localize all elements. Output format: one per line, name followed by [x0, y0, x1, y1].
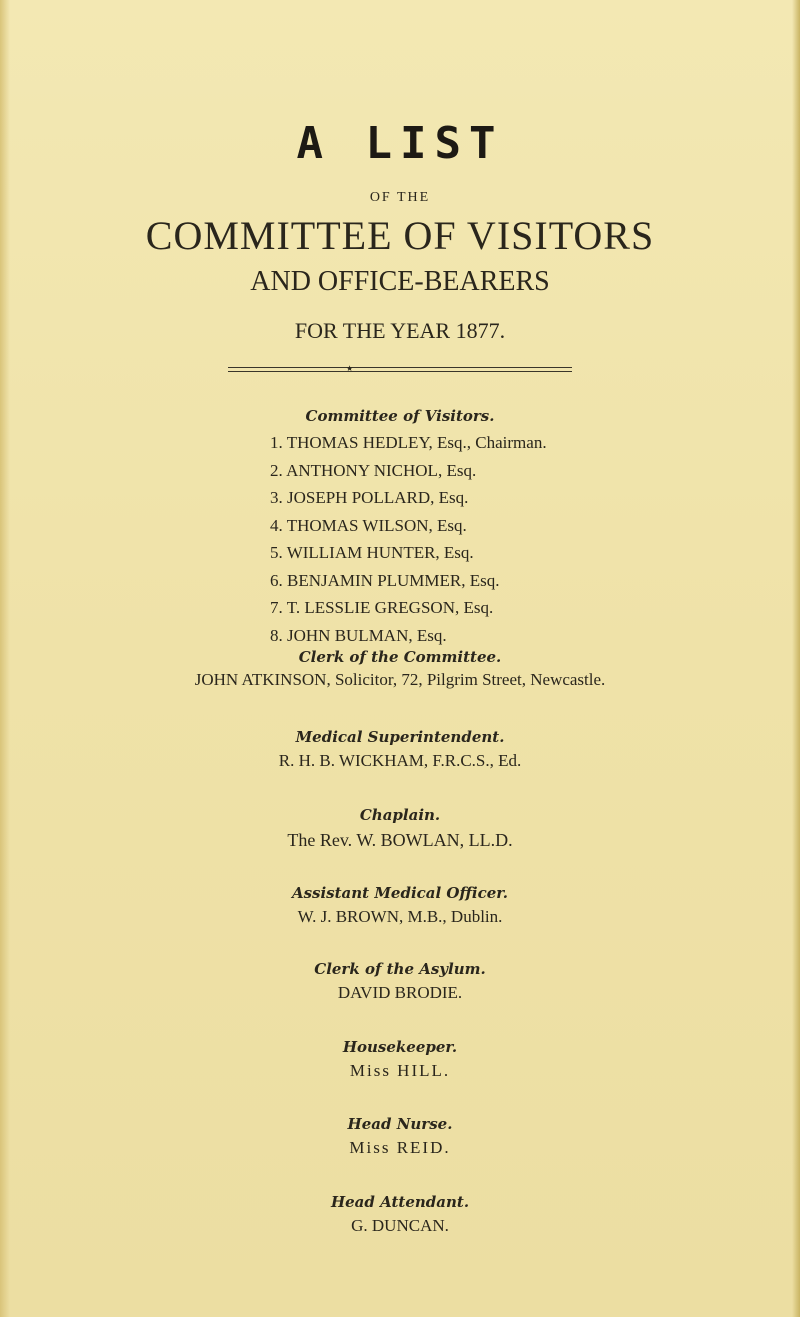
sub-title: AND OFFICE-BEARERS — [250, 266, 550, 297]
member-number: 2. — [270, 460, 283, 480]
assistant-medical-officer-heading: Assistant Medical Officer. — [291, 884, 509, 902]
list-item — [270, 457, 547, 485]
member-name: BENJAMIN PLUMMER, Esq. — [287, 570, 500, 590]
housekeeper-name: Miss HILL. — [349, 1061, 451, 1080]
member-number: 7. — [270, 598, 283, 617]
member-number: 3. — [270, 488, 283, 507]
member-number: 8. — [270, 625, 283, 645]
head-attendant-name: G. DUNCAN. — [351, 1216, 449, 1235]
clerk-asylum-name: DAVID BRODIE. — [337, 983, 463, 1002]
chaplain-heading: Chaplain. — [359, 806, 441, 824]
list-item — [270, 512, 547, 540]
member-number: 4. — [270, 515, 283, 535]
member-name: JOHN BULMAN, Esq. — [287, 625, 447, 645]
head-nurse-heading: Head Nurse. — [347, 1115, 453, 1133]
clerk-committee-name: JOHN ATKINSON, Solicitor, 72, Pilgrim Street, Newcastle. — [194, 670, 606, 689]
divider-bottom — [228, 371, 572, 372]
member-name: THOMAS WILSON, Esq. — [286, 515, 467, 535]
member-name: T. LESSLIE GREGSON, Esq. — [286, 598, 494, 617]
list-title: A LIST — [296, 118, 504, 169]
head-attendant-heading: Head Attendant. — [330, 1193, 470, 1211]
member-name: JOSEPH POLLARD, Esq. — [287, 488, 469, 507]
member-name: ANTHONY NICHOL, Esq. — [286, 460, 477, 480]
list-item — [270, 622, 547, 650]
medical-superintendent-heading: Medical Superintendent. — [295, 728, 505, 746]
divider-top — [228, 367, 572, 368]
member-name: WILLIAM HUNTER, Esq. — [286, 543, 474, 562]
member-name: THOMAS HEDLEY, Esq., Chairman. — [286, 433, 547, 452]
list-item — [270, 429, 547, 457]
member-number: 1. — [270, 433, 283, 452]
of-the-line: OF THE — [369, 190, 431, 205]
committee-heading: Committee of Visitors. — [305, 407, 495, 425]
list-item — [270, 567, 547, 595]
housekeeper-heading: Housekeeper. — [342, 1038, 458, 1056]
chaplain-name: The Rev. W. BOWLAN, LL.D. — [287, 830, 513, 850]
head-nurse-name: Miss REID. — [349, 1138, 451, 1157]
assistant-medical-officer-name: W. J. BROWN, M.B., Dublin. — [297, 907, 503, 926]
clerk-asylum-heading: Clerk of the Asylum. — [314, 960, 486, 978]
committee-member-list — [270, 429, 547, 649]
list-item — [270, 594, 547, 622]
divider-ornament-icon: ★ — [346, 364, 354, 373]
medical-superintendent-name: R. H. B. WICKHAM, F.R.C.S., Ed. — [278, 751, 522, 770]
clerk-committee-heading: Clerk of the Committee. — [298, 648, 502, 666]
member-number: 5. — [270, 543, 283, 562]
member-number: 6. — [270, 570, 283, 590]
list-item — [270, 484, 547, 512]
main-title: COMMITTEE OF VISITORS — [145, 213, 655, 258]
list-item — [270, 539, 547, 567]
year-line: FOR THE YEAR 1877. — [294, 318, 506, 343]
